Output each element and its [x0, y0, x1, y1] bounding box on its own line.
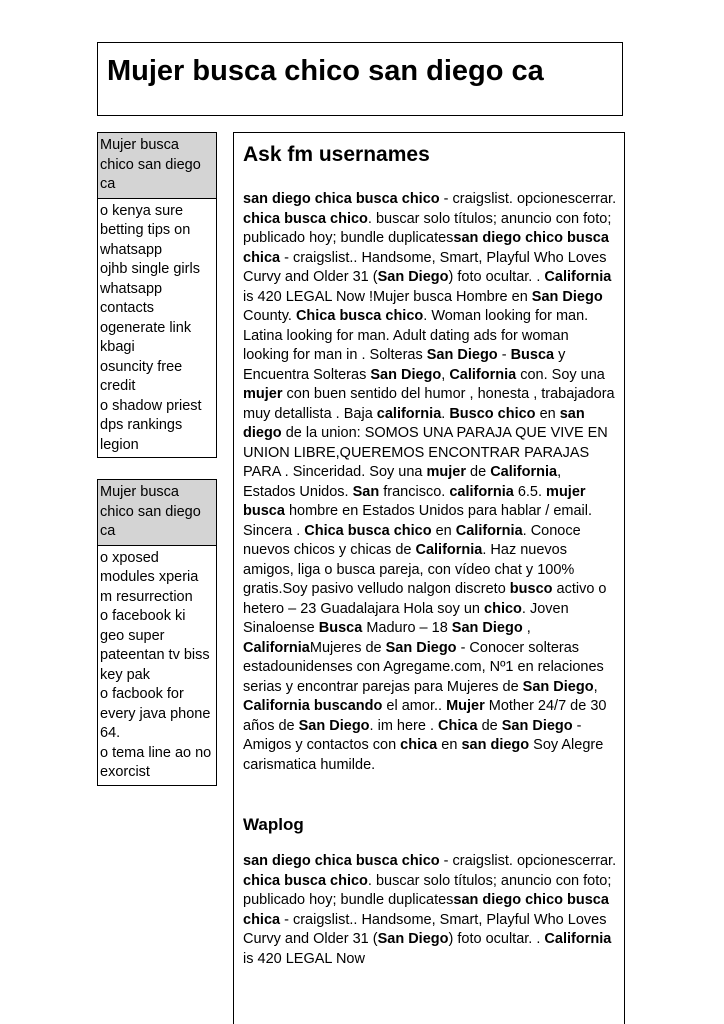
bold-keyword: California	[243, 639, 310, 656]
sidebar-box-2	[97, 479, 217, 786]
bold-keyword: Chica busca chico	[304, 522, 432, 539]
bold-keyword: California buscando	[243, 698, 383, 714]
bold-keyword: California	[544, 931, 612, 947]
bold-keyword: california	[376, 405, 442, 422]
page-header	[97, 42, 623, 116]
bold-keyword: California	[544, 269, 612, 285]
bold-keyword: San	[352, 483, 380, 500]
bold-keyword: Chica	[438, 717, 478, 734]
bold-keyword: california	[449, 483, 514, 500]
bold-keyword: San Diego	[298, 717, 370, 734]
bold-keyword: Busca	[318, 620, 363, 636]
bold-keyword: San Diego	[522, 678, 594, 695]
section-heading: Waplog	[243, 815, 304, 834]
page-title: Mujer busca chico san diego ca	[107, 55, 544, 87]
sidebar-box-title: Mujer busca chico san diego ca	[98, 480, 216, 546]
main-heading: Ask fm usernames	[243, 143, 430, 166]
bold-keyword: San Diego	[385, 639, 457, 656]
bold-keyword: chica busca chico	[243, 872, 368, 889]
bold-keyword: Mujer	[446, 698, 485, 714]
bold-keyword: san diego chica busca chico	[243, 853, 440, 869]
sidebar-link[interactable]: o shadow priest dps rankings legion	[100, 397, 202, 453]
article-paragraph: san diego chica busca chico - craigslist. opcionescerrar. chica busca chico. buscar solo títulos; anuncio con foto; publicado hoy; bundle duplicatessan diego chico busca chica - craigslist.. Handsome, Smart, Playful Who Loves Curvy and Older 31 (San Diego) foto ocultar. . California is 420 LEGAL Now	[243, 853, 617, 967]
bold-keyword: California	[415, 542, 483, 558]
sidebar-link[interactable]: o xposed modules xperia m resurrection	[100, 549, 199, 605]
sidebar-link[interactable]: o facebook ki geo super pateentan tv biss key pak	[100, 608, 210, 683]
sidebar-link[interactable]: osuncity free credit	[100, 358, 183, 394]
sidebar-link[interactable]: ogenerate link kbagi	[100, 319, 192, 355]
sidebar-link-list	[98, 546, 216, 785]
bold-keyword: mujer	[243, 386, 283, 402]
bold-keyword: Busco chico	[449, 405, 536, 422]
sidebar-link[interactable]: o facbook for every java phone 64.	[100, 686, 211, 741]
sidebar-box-1	[97, 132, 217, 458]
bold-keyword: California	[490, 464, 558, 480]
bold-keyword: San Diego	[377, 931, 449, 947]
bold-keyword: Busca	[510, 347, 555, 363]
main-content	[233, 132, 625, 1024]
bold-keyword: San Diego	[377, 269, 449, 285]
bold-keyword: San Diego	[501, 717, 573, 734]
sidebar-link[interactable]: o tema line ao no exorcist	[100, 744, 212, 780]
bold-keyword: chico	[484, 600, 522, 617]
bold-keyword: san diego	[461, 737, 530, 753]
bold-keyword: san diego chico busca chica	[243, 230, 609, 266]
bold-keyword: mujer busca	[243, 483, 586, 519]
bold-keyword: busco	[509, 581, 553, 597]
bold-keyword: san diego	[243, 405, 585, 441]
bold-keyword: San Diego	[370, 366, 442, 383]
sidebar-box-title: Mujer busca chico san diego ca	[98, 133, 216, 199]
sidebar-link-list	[98, 199, 216, 458]
bold-keyword: Chica busca chico	[295, 308, 424, 324]
bold-keyword: mujer	[426, 464, 467, 480]
bold-keyword: California	[455, 522, 523, 539]
bold-keyword: San Diego	[451, 620, 523, 636]
bold-keyword: California	[449, 366, 517, 383]
article-paragraph: san diego chica busca chico - craigslist. opcionescerrar. chica busca chico. buscar solo títulos; anuncio con foto; publicado hoy; bundle duplicatessan diego chico busca chica - craigslist.. Handsome, Smart, Playful Who Loves Curvy and Older 31 (San Diego) foto ocultar. . California is 420 LEGAL Now !Mujer busca Hombre en San Diego County. Chica busca chico. Woman looking for man. Latina looking for man. Adult dating ads for woman looking for man in . Solteras San Diego - Busca y Encuentra Solteras San Diego, California con. Soy una mujer con buen sentido del humor , honesta , trabajadora muy detallista . Baja california. Busco chico en san diego de la union: SOMOS UNA PARAJA QUE VIVE EN UNION LIBRE,QUEREMOS ENCONTRAR PARAJAS PARA . Sinceridad. Soy una mujer de California, Estados Unidos. San francisco. california 6.5. mujer busca hombre en Estados Unidos para hablar / email. Sincera . Chica busca chico en California. Conoce nuevos chicos y chicas de California. Haz nuevos amigos, liga o busca pareja, con vídeo chat y 100% gratis.Soy pasivo velludo nalgon discreto busco activo o hetero – 23 Guadalajara Hola soy un chico. Joven Sinaloense Busca Maduro – 18 San Diego , CaliforniaMujeres de San Diego - Conocer solteras estadounidenses con Agregame.com, Nº1 en relaciones serias y encontrar parejas para Mujeres de San Diego, California buscando el amor.. Mujer Mother 24/7 de 30 años de San Diego. im here . Chica de San Diego - Amigos y contactos con chica en san diego Soy Alegre carismatica humilde.	[243, 191, 617, 773]
sidebar-link[interactable]: ojhb single girls whatsapp contacts	[100, 261, 200, 316]
bold-keyword: chica	[400, 737, 438, 753]
bold-keyword: san diego chico busca chica	[243, 892, 609, 928]
sidebar-link[interactable]: o kenya sure betting tips on whatsapp	[100, 202, 191, 258]
bold-keyword: san diego chica busca chico	[243, 191, 440, 207]
bold-keyword: San Diego	[426, 347, 498, 363]
bold-keyword: chica busca chico	[243, 210, 368, 227]
bold-keyword: San Diego	[531, 288, 603, 305]
